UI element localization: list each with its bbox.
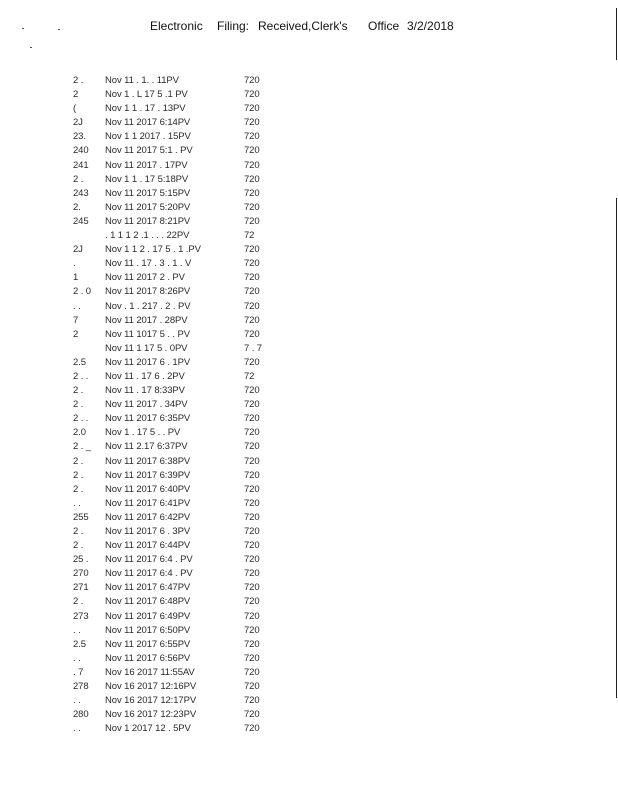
row-amount: 720 xyxy=(244,455,260,467)
list-item xyxy=(70,412,270,426)
row-id: 271 xyxy=(73,582,89,594)
filing-header xyxy=(0,19,618,35)
row-id: 2 . xyxy=(73,385,84,397)
row-timestamp: Nov 11 2017 5:15PV xyxy=(105,187,191,199)
row-timestamp: . 1 1 1 2 .1 . . . 22PV xyxy=(105,230,190,242)
row-amount: 720 xyxy=(244,666,260,678)
row-id: 2.0 xyxy=(73,427,86,439)
list-item xyxy=(70,314,270,328)
row-timestamp: Nov 11 2017 6:41PV xyxy=(105,497,191,509)
row-amount: 720 xyxy=(244,427,260,439)
row-amount: 7 . 7 xyxy=(244,342,262,354)
list-item xyxy=(70,483,270,497)
row-amount: 720 xyxy=(244,568,260,580)
row-amount: 720 xyxy=(244,638,260,650)
row-amount: 720 xyxy=(244,511,260,523)
list-item xyxy=(70,285,270,299)
row-id: ( xyxy=(73,103,77,115)
row-amount: 720 xyxy=(244,117,260,129)
row-timestamp: Nov 16 2017 11:55AV xyxy=(105,666,195,678)
row-id: 2 . . xyxy=(73,413,89,425)
row-id: 278 xyxy=(73,681,89,693)
header-filing: Filing: xyxy=(217,19,250,33)
row-id: 245 xyxy=(73,215,89,227)
row-timestamp: Nov 11 2017 6:50PV xyxy=(105,624,191,636)
row-id: 270 xyxy=(73,568,89,580)
row-id: 2 . xyxy=(73,540,84,552)
row-timestamp: Nov 11 2017 6:4 . PV xyxy=(105,568,193,580)
row-id: 2 xyxy=(73,328,79,340)
row-timestamp: Nov 11 . 17 8:33PV xyxy=(105,385,185,397)
row-amount: 720 xyxy=(244,103,260,115)
row-id: 7 xyxy=(73,314,79,326)
row-id: 280 xyxy=(73,709,89,721)
row-timestamp: Nov 11 2017 6:42PV xyxy=(105,511,191,523)
row-id: . . xyxy=(73,723,81,735)
row-timestamp: Nov 11 2017 6:38PV xyxy=(105,455,191,467)
row-amount: 720 xyxy=(244,75,260,86)
list-item xyxy=(70,88,270,102)
row-id: 255 xyxy=(73,511,89,523)
list-item xyxy=(70,201,270,215)
list-item xyxy=(70,567,270,581)
row-timestamp: Nov 11 2017 6:48PV xyxy=(105,596,191,608)
row-amount: 720 xyxy=(244,244,260,256)
row-timestamp: Nov 11 2017 5:20PV xyxy=(105,201,191,213)
row-timestamp: Nov 1 . 17 5 . . PV xyxy=(105,427,181,439)
row-id: 1 xyxy=(73,272,79,284)
list-item xyxy=(70,525,270,539)
row-timestamp: Nov 11 2017 6 . 3PV xyxy=(105,526,191,537)
row-id: 2 . 0 xyxy=(73,286,91,298)
row-timestamp: Nov 11 2017 6:35PV xyxy=(105,413,191,425)
row-id: 2 . xyxy=(73,75,84,86)
header-received: Received,Clerk's xyxy=(258,19,348,33)
row-timestamp: Nov 11 2017 6:40PV xyxy=(105,483,191,495)
row-id: 273 xyxy=(73,610,89,622)
row-amount: 720 xyxy=(244,385,260,397)
row-timestamp: Nov 11 2017 6:56PV xyxy=(105,652,191,664)
list-item xyxy=(70,102,270,116)
row-id: . . xyxy=(73,497,81,509)
list-item xyxy=(70,271,270,285)
row-amount: 720 xyxy=(244,497,260,509)
row-timestamp: Nov 11 2017 6:14PV xyxy=(105,117,191,129)
row-timestamp: Nov 1 1 2017 . 15PV xyxy=(105,131,191,143)
row-amount: 720 xyxy=(244,441,260,453)
row-id: 2 . xyxy=(73,596,84,608)
row-timestamp: Nov 11 2017 6 . 1PV xyxy=(105,356,191,368)
row-id: 2 . xyxy=(73,455,84,467)
row-id: 23. xyxy=(73,131,86,143)
row-id: 2 . xyxy=(73,526,84,537)
list-item xyxy=(70,511,270,525)
row-timestamp: Nov 11 . 17 6 . 2PV xyxy=(105,370,185,382)
row-amount: 720 xyxy=(244,483,260,495)
row-amount: 720 xyxy=(244,201,260,213)
list-item xyxy=(70,144,270,158)
row-timestamp: Nov 11 2.17 6:37PV xyxy=(105,441,188,453)
list-item xyxy=(70,666,270,680)
list-item xyxy=(70,74,270,88)
row-amount: 720 xyxy=(244,709,260,721)
row-timestamp: Nov 11 . 1. . 11PV xyxy=(105,75,179,86)
row-id: 2 xyxy=(73,89,79,101)
row-id: . . xyxy=(73,300,81,312)
row-id: 241 xyxy=(73,159,89,171)
list-item xyxy=(70,229,270,243)
list-item xyxy=(70,173,270,187)
row-id: 2 . xyxy=(73,469,84,481)
row-amount: 72 xyxy=(244,230,255,242)
list-item xyxy=(70,497,270,511)
row-amount: 720 xyxy=(244,695,260,707)
list-item xyxy=(70,455,270,469)
row-amount: 720 xyxy=(244,89,260,101)
list-item xyxy=(70,215,270,229)
row-amount: 720 xyxy=(244,314,260,326)
row-amount: 720 xyxy=(244,610,260,622)
row-id: . . xyxy=(73,695,81,707)
row-timestamp: Nov 11 2017 6:49PV xyxy=(105,610,191,622)
row-amount: 720 xyxy=(244,399,260,411)
filing-list xyxy=(70,74,270,736)
row-id: 2 . _ xyxy=(73,441,91,453)
row-amount: 720 xyxy=(244,145,260,157)
row-id: 2J xyxy=(73,244,83,256)
row-id: . xyxy=(73,258,76,270)
row-id: 2J xyxy=(73,117,83,129)
row-id: 2. xyxy=(73,201,81,213)
margin-rule xyxy=(616,198,617,698)
row-timestamp: Nov 1 1 . 17 5:18PV xyxy=(105,173,189,185)
row-timestamp: Nov 11 1 17 5 . 0PV xyxy=(105,342,188,354)
row-timestamp: Nov 11 2017 6:55PV xyxy=(105,638,191,650)
row-id: . . xyxy=(73,624,81,636)
row-timestamp: Nov 11 2017 . 17PV xyxy=(105,159,188,171)
row-amount: 720 xyxy=(244,187,260,199)
list-item xyxy=(70,116,270,130)
list-item xyxy=(70,356,270,370)
row-amount: 720 xyxy=(244,554,260,566)
list-item xyxy=(70,300,270,314)
row-timestamp: Nov . 1 . 217 . 2 . PV xyxy=(105,300,191,312)
row-amount: 720 xyxy=(244,286,260,298)
scan-speck xyxy=(22,28,24,29)
row-amount: 720 xyxy=(244,215,260,227)
list-item xyxy=(70,624,270,638)
list-item xyxy=(70,595,270,609)
list-item xyxy=(70,130,270,144)
row-id: . 7 xyxy=(73,666,84,678)
scan-speck xyxy=(30,47,32,48)
row-timestamp: Nov 1 1 2 . 17 5 . 1 .PV xyxy=(105,244,201,256)
row-timestamp: Nov 11 2017 5:1 . PV xyxy=(105,145,193,157)
list-item xyxy=(70,610,270,624)
row-timestamp: Nov 16 2017 12:23PV xyxy=(105,709,197,721)
row-timestamp: Nov 11 2017 8:26PV xyxy=(105,286,191,298)
row-amount: 720 xyxy=(244,272,260,284)
row-amount: 720 xyxy=(244,413,260,425)
row-amount: 720 xyxy=(244,356,260,368)
list-item xyxy=(70,398,270,412)
header-electronic: Electronic xyxy=(150,19,203,33)
row-amount: 720 xyxy=(244,582,260,594)
list-item xyxy=(70,581,270,595)
row-timestamp: Nov 1 1 . 17 . 13PV xyxy=(105,103,186,115)
row-amount: 720 xyxy=(244,681,260,693)
row-timestamp: Nov 11 . 17 . 3 . 1 . V xyxy=(105,258,192,270)
row-timestamp: Nov 16 2017 12:17PV xyxy=(105,695,197,707)
list-item xyxy=(70,243,270,257)
row-timestamp: Nov 11 2017 6:4 . PV xyxy=(105,554,193,566)
list-item xyxy=(70,722,270,736)
scan-speck xyxy=(58,29,60,30)
row-amount: 720 xyxy=(244,131,260,143)
list-item xyxy=(70,652,270,666)
row-id: . . xyxy=(73,652,81,664)
row-timestamp: Nov 11 2017 6:39PV xyxy=(105,469,191,481)
row-id: 2 . xyxy=(73,483,84,495)
list-item xyxy=(70,708,270,722)
row-id: 2 . xyxy=(73,173,84,185)
row-amount: 720 xyxy=(244,652,260,664)
row-timestamp: Nov 11 2017 2 . PV xyxy=(105,272,185,284)
row-timestamp: Nov 1 . L 17 5 .1 PV xyxy=(105,89,188,101)
row-id: 240 xyxy=(73,145,89,157)
list-item xyxy=(70,159,270,173)
list-item xyxy=(70,187,270,201)
row-timestamp: Nov 16 2017 12:16PV xyxy=(105,681,197,693)
list-item xyxy=(70,469,270,483)
row-amount: 720 xyxy=(244,526,260,537)
row-id: 243 xyxy=(73,187,89,199)
row-id: 25 . xyxy=(73,554,89,566)
row-amount: 720 xyxy=(244,596,260,608)
row-id: 2 . . xyxy=(73,370,89,382)
list-item xyxy=(70,384,270,398)
list-item xyxy=(70,342,270,356)
row-amount: 720 xyxy=(244,300,260,312)
row-amount: 720 xyxy=(244,258,260,270)
row-amount: 720 xyxy=(244,173,260,185)
list-item xyxy=(70,638,270,652)
header-office: Office xyxy=(368,19,400,33)
list-item xyxy=(70,440,270,454)
margin-rule xyxy=(616,8,617,60)
row-timestamp: Nov 11 2017 . 34PV xyxy=(105,399,188,411)
row-timestamp: Nov 11 2017 6:44PV xyxy=(105,540,191,552)
list-item xyxy=(70,257,270,271)
row-timestamp: Nov 11 2017 6:47PV xyxy=(105,582,191,594)
list-item xyxy=(70,694,270,708)
row-timestamp: Nov 1 2017 12 . 5PV xyxy=(105,723,191,735)
list-item xyxy=(70,370,270,384)
row-amount: 72 xyxy=(244,370,255,382)
row-amount: 720 xyxy=(244,723,260,735)
row-amount: 720 xyxy=(244,159,260,171)
row-amount: 720 xyxy=(244,624,260,636)
list-item xyxy=(70,328,270,342)
row-id: 2 . xyxy=(73,399,84,411)
row-timestamp: Nov 11 2017 . 28PV xyxy=(105,314,188,326)
row-timestamp: Nov 11 1017 5 . . PV xyxy=(105,328,190,340)
row-id: 2.5 xyxy=(73,356,86,368)
row-id: 2.5 xyxy=(73,638,86,650)
row-amount: 720 xyxy=(244,328,260,340)
row-amount: 720 xyxy=(244,540,260,552)
header-date: 3/2/2018 xyxy=(407,19,454,33)
row-timestamp: Nov 11 2017 8:21PV xyxy=(105,215,191,227)
list-item xyxy=(70,539,270,553)
list-item xyxy=(70,680,270,694)
list-item xyxy=(70,426,270,440)
list-item xyxy=(70,553,270,567)
row-amount: 720 xyxy=(244,469,260,481)
